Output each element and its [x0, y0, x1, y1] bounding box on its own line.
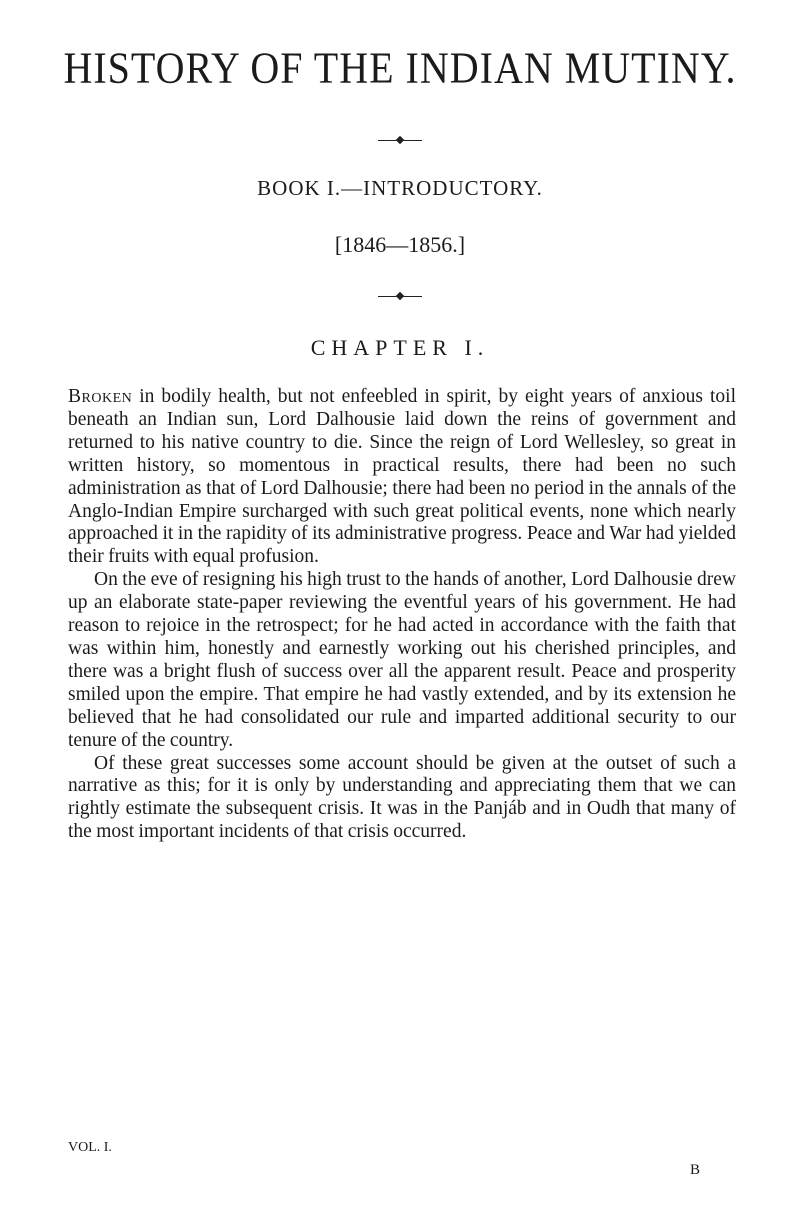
paragraph-text: Of these great successes some account should be given at the outset of such a narrative as this; for it is only by understanding and appreciating them that we can rightly estimate the subsequent crisis. It was in the Panjáb and in Oudh that many of the most important incidents of that crisis occurred.: [68, 752, 736, 843]
chapter-heading: CHAPTER I.: [310, 335, 490, 360]
ornamental-rule-top: [378, 140, 422, 141]
volume-marker: VOL. I.: [68, 1140, 112, 1155]
signature-mark: B: [690, 1162, 701, 1178]
rule-ornament-icon: [396, 136, 404, 144]
rule-ornament-icon: [396, 292, 404, 300]
running-title: HISTORY OF THE INDIAN MUTINY.: [63, 42, 737, 93]
paragraph: [68, 569, 736, 752]
ornamental-rule-bottom: [378, 296, 422, 297]
paragraph-text: in bodily health, but not enfeebled in spirit, by eight years of anxious toil beneath an Indian sun, Lord Dalhousie laid down the reins of government and returned to his native country to die. Since the reign of Lord Wellesley, so great in written history, so momentous in practical results, there had been no such administration as that of Lord Dalhousie; there had been no period in the annals of the Anglo-Indian Empire surcharged with such great political events, none which nearly approached it in the rapidity of its administrative progress. Peace and War had yielded their fruits with equal profusion.: [68, 386, 736, 568]
chapter-body: [68, 386, 736, 844]
book-heading: BOOK I.—INTRODUCTORY.: [257, 176, 543, 200]
paragraph: [68, 386, 736, 569]
paragraph: [68, 753, 736, 845]
paragraph-text: On the eve of resigning his high trust to the hands of another, Lord Dalhousie drew up an elaborate state-paper reviewing the eventful years of his government. He had reason to rejoice in the retrospect; for he had acted in accordance with the faith that was within him, honestly and earnestly working out his cherished principles, and there was a bright flush of success over all the apparent result. Peace and prosperity smiled upon the empire. That empire he had vastly extended, and by its extension he believed that he had consolidated our rule and imparted additional security to our tenure of the country.: [68, 569, 736, 751]
date-range: [1846—1856.]: [334, 232, 466, 257]
opening-word: Broken: [68, 386, 133, 407]
